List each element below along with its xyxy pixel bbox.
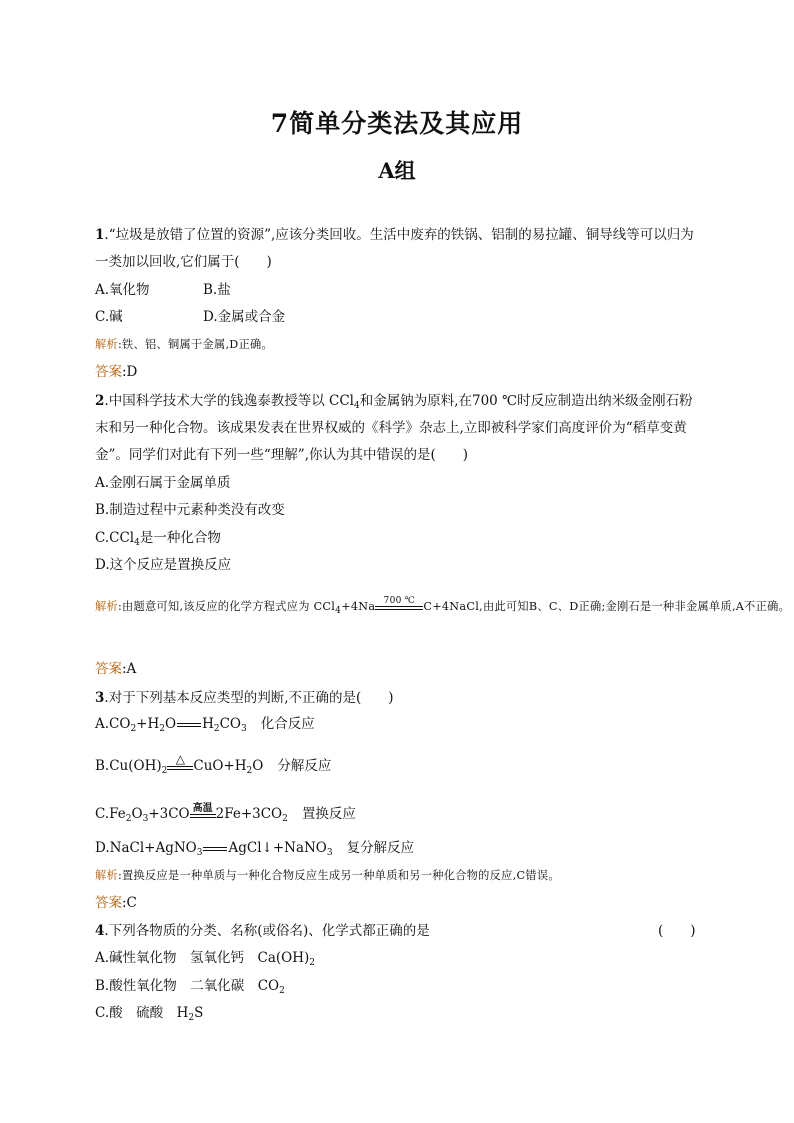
q4-stem xyxy=(95,922,430,940)
q3-stem xyxy=(95,689,394,707)
q2-explanation-label: 解析 xyxy=(95,600,118,613)
page-title: 7简单分类法及其应用 xyxy=(270,109,524,138)
q3-c-formula-2: O xyxy=(131,806,143,822)
q3-c-reaction-type: 置换反应 xyxy=(301,806,356,822)
heat-condition-arrow xyxy=(167,752,193,770)
q3-a-subscript-1: 2 xyxy=(130,724,137,734)
q3-d-product: AgCl↓+NaNO xyxy=(228,840,327,856)
q2-option-c-formula: C.CCl xyxy=(95,530,135,546)
q1-stem-text: .“垃圾是放错了位置的资源”,应该分类回收。生活中废弃的铁锅、铝制的易拉罐、铜导线等可以归为一类加以回收,它们属于( ) xyxy=(95,227,694,270)
q1-answer-label: 答案 xyxy=(95,364,122,380)
q3-c-subscript-2: 3 xyxy=(142,814,149,824)
q3-c-product: 2Fe+3CO xyxy=(215,806,283,822)
q2-explanation-part-a: :由题意可知,该反应的化学方程式应为 CCl xyxy=(117,600,336,613)
q3-d-subscript-1: 3 xyxy=(196,848,203,858)
q3-a-product-1: H xyxy=(202,716,214,732)
q3-b-reaction-type: 分解反应 xyxy=(277,758,332,774)
q3-a-reaction-type: 化合反应 xyxy=(260,716,315,732)
q3-option-c xyxy=(95,805,356,823)
q3-number: 3 xyxy=(95,690,105,706)
q3-a-subscript-4: 3 xyxy=(241,724,247,734)
q3-a-subscript-2: 2 xyxy=(159,724,165,734)
equals-sign xyxy=(177,723,201,727)
high-temperature-label: 高温 xyxy=(192,803,213,814)
heat-symbol-label: △ xyxy=(175,752,185,766)
q2-stem xyxy=(95,388,705,469)
q2-number: 2 xyxy=(95,393,105,409)
q4-option-c xyxy=(95,1004,203,1022)
q3-a-formula-1: A.CO xyxy=(95,716,131,732)
q2-explanation-part-c: C+4NaCl,由此可知B、C、D正确;金刚石是一种非金属单质,A不正确。 xyxy=(423,600,791,613)
reaction-condition-label: 700 ℃ xyxy=(383,596,416,606)
q2-stem-subscript: 4 xyxy=(353,401,360,411)
q3-option-b xyxy=(95,752,332,776)
q2-option-b: B.制造过程中元素种类没有改变 xyxy=(95,502,285,518)
q2-answer-label: 答案 xyxy=(95,661,122,677)
q3-c-subscript-1: 2 xyxy=(125,814,132,824)
q1-answer-text: :D xyxy=(122,364,138,380)
q3-b-subscript-1: 2 xyxy=(161,766,168,776)
q4-option-a-subscript: 2 xyxy=(309,958,316,968)
q3-d-subscript-2: 3 xyxy=(326,848,333,858)
q3-explanation-label: 解析 xyxy=(95,869,118,882)
q1-number: 1 xyxy=(95,227,105,243)
q4-option-b xyxy=(95,977,285,995)
q3-c-formula-1: C.Fe xyxy=(95,806,126,822)
q4-option-c-formula-end: S xyxy=(194,1005,204,1021)
q4-number: 4 xyxy=(95,923,105,939)
q2-option-a: A.金刚石属于金属单质 xyxy=(95,475,231,491)
q2-explanation xyxy=(95,598,790,616)
q4-answer-bracket: ( ) xyxy=(658,923,696,939)
q1-explanation xyxy=(95,336,273,354)
q3-option-d xyxy=(95,839,414,857)
q4-stem-text: .下列各物质的分类、名称(或俗名)、化学式都正确的是 xyxy=(104,923,430,939)
q1-option-c: C.碱 xyxy=(95,309,123,325)
q3-explanation xyxy=(95,867,560,885)
equals-sign xyxy=(203,847,227,851)
q3-explanation-text: :置换反应是一种单质与一种化合物反应生成另一种单质和另一种化合物的反应,C错误。 xyxy=(117,869,560,882)
q2-stem-part-a: .中国科学技术大学的钱逸泰教授等以 CCl xyxy=(104,393,354,409)
q1-option-b: B.盐 xyxy=(203,282,231,298)
q1-explanation-text: :铁、铝、铜属于金属,D正确。 xyxy=(117,338,274,351)
q3-d-reaction-type: 复分解反应 xyxy=(346,840,415,856)
q3-answer-label: 答案 xyxy=(95,895,122,911)
q3-b-product-2: O xyxy=(252,758,264,774)
high-temperature-condition-arrow xyxy=(190,803,216,818)
q2-answer-text: :A xyxy=(122,661,137,677)
q3-c-subscript-3: 2 xyxy=(282,814,288,824)
q3-answer xyxy=(95,894,137,912)
reaction-condition-arrow xyxy=(375,596,423,610)
q1-option-d: D.金属或合金 xyxy=(203,309,286,325)
q3-b-formula-1: B.Cu(OH) xyxy=(95,758,162,774)
q4-option-a-text: A.碱性氧化物 氢氧化钙 Ca(OH) xyxy=(95,950,310,966)
q4-option-a xyxy=(95,949,315,967)
q2-option-c xyxy=(95,529,221,547)
q1-stem xyxy=(95,222,705,276)
q3-b-subscript-2: 2 xyxy=(246,766,253,776)
q2-option-c-text: 是一种化合物 xyxy=(139,530,221,546)
q4-option-c-text: C.酸 硫酸 H xyxy=(95,1005,189,1021)
q4-option-c-subscript: 2 xyxy=(188,1013,195,1023)
q3-stem-text: .对于下列基本反应类型的判断,不正确的是( ) xyxy=(104,690,394,706)
q3-answer-text: :C xyxy=(122,895,137,911)
q1-answer xyxy=(95,363,137,381)
q2-option-c-subscript: 4 xyxy=(134,538,140,548)
q2-option-d: D.这个反应是置换反应 xyxy=(95,557,232,573)
q3-d-formula-1: D.NaCl+AgNO xyxy=(95,840,197,856)
section-subtitle: A组 xyxy=(378,158,416,183)
q2-explanation-subscript: 4 xyxy=(335,606,342,616)
q3-a-subscript-3: 2 xyxy=(213,724,220,734)
q1-option-a: A.氧化物 xyxy=(95,282,150,298)
q4-option-b-subscript: 2 xyxy=(279,986,285,996)
q1-explanation-label: 解析 xyxy=(95,338,118,351)
q3-a-formula-2: +H xyxy=(136,716,160,732)
q2-explanation-part-b: +4Na xyxy=(341,600,376,613)
q2-stem-part-b: 和金属钠为原料,在700 ℃时反应制造出纳米级金刚石粉末和另一种化合物。该成果发表在世界权威的《科学》杂志上,立即被科学家们高度评价为“稻草变黄金”。同学们对此有下列一些“理解”,你认为其中错误的是( ) xyxy=(95,393,693,463)
q3-b-product-1: CuO+H xyxy=(193,758,247,774)
q3-c-formula-3: +3CO xyxy=(148,806,190,822)
q3-a-formula-3: O xyxy=(165,716,177,732)
q3-a-product-2: CO xyxy=(219,716,241,732)
q3-option-a xyxy=(95,715,315,733)
q2-answer xyxy=(95,660,136,678)
q4-option-b-text: B.酸性氧化物 二氧化碳 CO xyxy=(95,978,280,994)
